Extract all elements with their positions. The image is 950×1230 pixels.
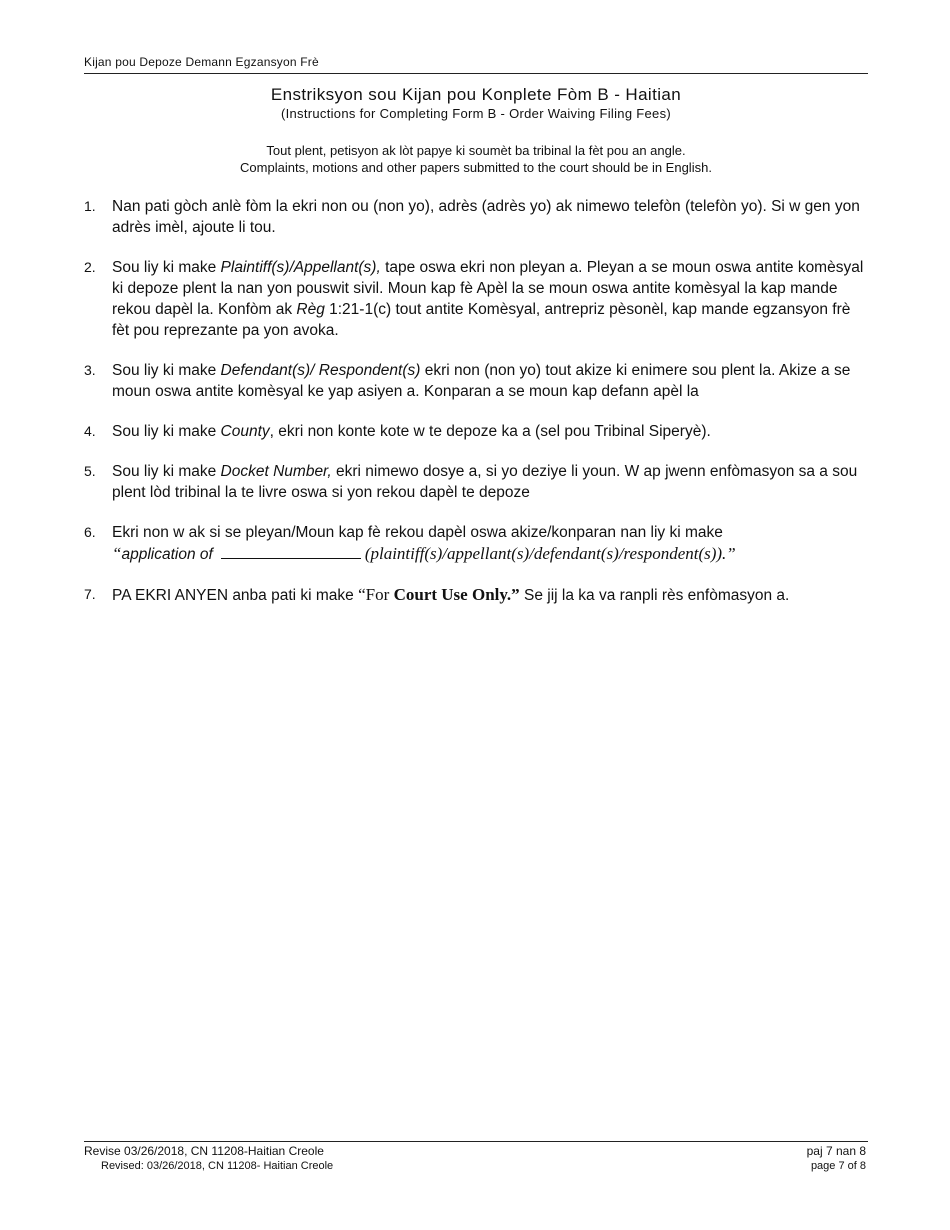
item-text-after: ekri non (non yo) tout akize ki enimere sou plent la. Akize a se moun oswa antite komèsyal ke yap asiyen a. Konparan a se moun kap defann apèl la [112,362,851,400]
item-text-before: PA EKRI ANYEN anba pati ki make [112,587,359,604]
field-label-county: County [220,423,270,440]
item-number: 7. [84,586,96,602]
instruction-item-2 [84,257,868,341]
court-use-only-label: Court Use Only.” [393,585,520,604]
instruction-list [84,196,868,625]
application-of-label: application of [121,546,213,563]
instruction-item-7 [84,584,868,606]
page-number-haitian: paj 7 nan 8 [806,1144,866,1158]
instruction-item-5 [84,461,868,503]
parties-label: (plaintiff(s)/appellant(s)/defendant(s)/respondent(s)).” [364,544,736,563]
language-notice [84,142,868,176]
item-text-before: Sou liy ki make [112,423,221,440]
field-label-docket: Docket Number, [220,463,332,480]
field-label-defendant: Defendant(s)/ Respondent(s) [220,362,421,379]
item-text-after: 1:21-1(c) tout antite Komèsyal, antrepriz pèsonèl, kap mande egzansyon frè fèt pou reprezante pa yon avoka. [112,301,851,339]
revision-note-english: Revised: 03/26/2018, CN 11208- Haitian Creole [101,1160,334,1172]
page-title: Enstriksyon sou Kijan pou Konplete Fòm B - Haitian [270,85,682,104]
quote-mark: “ [112,544,122,563]
instruction-item-3 [84,360,868,402]
item-number: 4. [84,423,96,439]
item-text: Nan pati gòch anlè fòm la ekri non ou (non yo), adrès (adrès yo) ak nimewo telefòn (telefòn yo). Si w gen yon adrès imèl, ajoute li tou. [112,198,860,236]
notice-line-haitian: Tout plent, petisyon ak lòt papye ki soumèt ba tribinal la fèt pou an angle. [266,143,686,158]
item-text-after: , ekri non konte kote w te depoze ka a (sel pou Tribinal Siperyè). [269,423,711,440]
revision-note-haitian: Revise 03/26/2018, CN 11208-Haitian Creole [84,1144,324,1158]
rule-label: Règ [296,301,325,318]
item-text-before: Sou liy ki make [112,463,221,480]
item-number: 3. [84,362,96,378]
notice-line-english: Complaints, motions and other papers submitted to the court should be in English. [240,160,712,175]
item-number: 5. [84,463,96,479]
item-text-after: Se jij la ka va ranpli rès enfòmasyon a. [519,587,790,604]
item-number: 1. [84,198,96,214]
item-text-middle: tape oswa ekri non pleyan a. Pleyan a se moun oswa antite komèsyal ki depoze plent la nan yon pouswit sivil. Moun kap fè Apèl la se moun oswa antite komèsyal la kap mande rekou dapèl la. Konfòm ak [112,259,864,318]
page-number-english: page 7 of 8 [810,1160,866,1172]
item-text: Ekri non w ak si se pleyan/Moun kap fè rekou dapèl oswa akize/konparan nan liy ki make [112,524,723,541]
item-number: 6. [84,524,96,540]
item-text-before: Sou liy ki make [112,259,221,276]
application-of-line [112,543,868,565]
instruction-item-4 [84,421,868,442]
item-text-after: ekri nimewo dosye a, si yo deziye li youn. W ap jwenn enfòmasyon sa a sou plent lòd tribinal la te livre oswa si yon rekou dapèl te depoze [112,463,858,501]
header-divider [84,73,868,74]
for-label: “For [358,585,390,604]
instruction-item-1 [84,196,868,238]
page-subtitle: (Instructions for Completing Form B - Order Waiving Filing Fees) [280,106,672,121]
item-text-before: Sou liy ki make [112,362,221,379]
blank-line [221,545,361,559]
field-label-plaintiff: Plaintiff(s)/Appellant(s), [220,259,381,276]
item-number: 2. [84,259,96,275]
instruction-item-6 [84,522,868,565]
running-header: Kijan pou Depoze Demann Egzansyon Frè [84,55,319,69]
footer-divider [84,1141,868,1142]
